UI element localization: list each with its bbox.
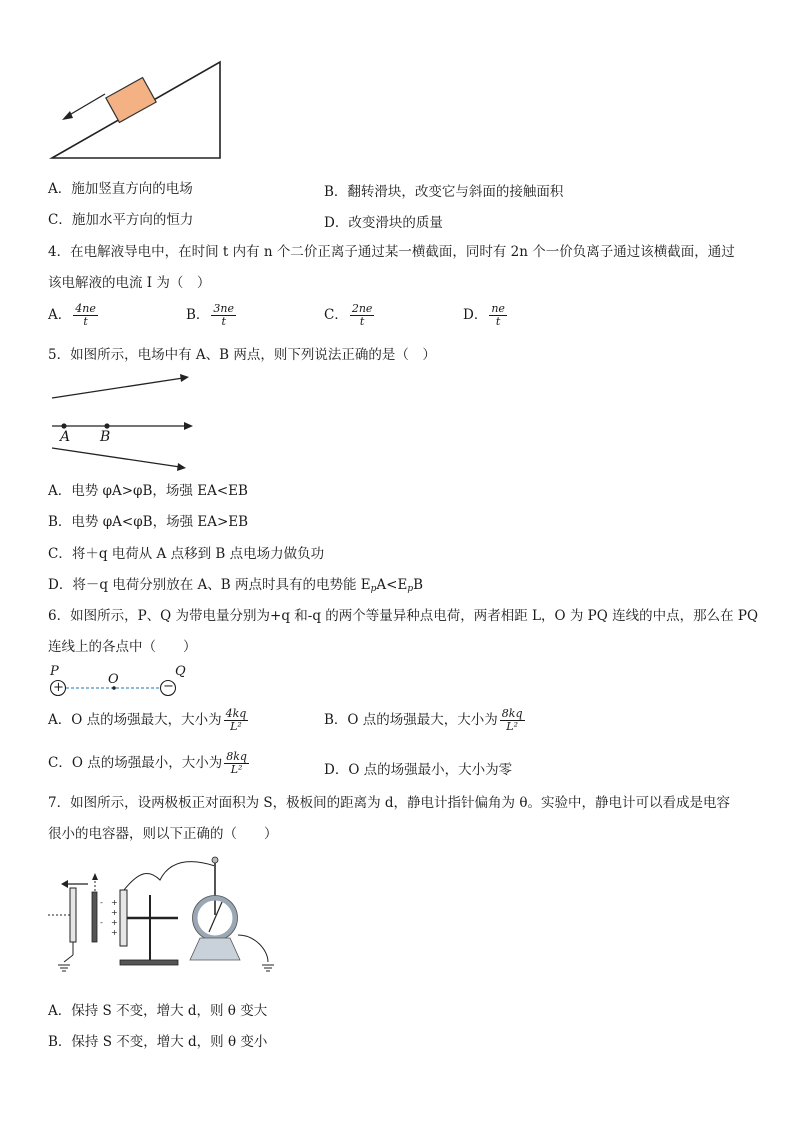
q3-option-c: C．施加水平方向的恒力 (48, 212, 194, 228)
q6-stem-line2: 连线上的各点中（ ） (48, 639, 197, 655)
right-ground-wire (238, 935, 268, 962)
charge-signs-3: + (111, 918, 118, 927)
q3-option-d: D．改变滑块的质量 (324, 215, 443, 231)
charge-signs: + (111, 898, 118, 907)
plate-dark (92, 892, 97, 942)
q4-option-b-num: 3ne (213, 302, 235, 315)
charge-signs-4: + (111, 928, 118, 937)
q4-option-d-den: t (495, 315, 501, 328)
charge-q-label: Q (175, 664, 186, 679)
q6-option-c-text: C．O 点的场强最小，大小为 (48, 755, 223, 771)
q5-option-a: A．电势 φA>φB，场强 EA<EB (48, 483, 248, 499)
q7-option-b: B．保持 S 不变，增大 d，则 θ 变小 (48, 1034, 268, 1050)
q7-stem-line2: 很小的电容器，则以下正确的（ ） (48, 826, 278, 842)
q6-option-b-num: 8kq (501, 707, 523, 720)
q4-option-a-label: A． (48, 307, 72, 323)
q4-stem-line2: 该电解液的电流 I 为（ ） (48, 275, 211, 291)
q4-option-d-num: ne (491, 302, 505, 315)
q6-option-a-num: 4kq (225, 707, 247, 720)
q4-option-d-label: D． (463, 307, 488, 323)
q5-option-d-end: B (413, 577, 424, 593)
q6-option-a-text: A．O 点的场强最大，大小为 (48, 712, 222, 728)
q5-option-d-prefix: D．将－q 电荷分别放在 A、B 两点时具有的电势能 E (48, 577, 371, 593)
right-plate (120, 890, 127, 946)
q7-option-a: A．保持 S 不变，增大 d，则 θ 变大 (48, 1003, 268, 1019)
q6-option-c-num: 8kq (226, 750, 247, 763)
point-b-label: B (100, 429, 111, 445)
neg-signs: - (100, 898, 103, 907)
q3-option-a: A．施加竖直方向的电场 (48, 181, 193, 197)
point-a-label: A (60, 429, 71, 445)
move-arrow-head (61, 880, 68, 888)
q4-option-a-den: t (83, 315, 88, 328)
q6-stem-line1: 6．如图所示，P、Q 为带电量分别为+q 和-q 的两个等量异种点电荷，两者相距 L，O 为 PQ 连线的中点，那么在 PQ (48, 608, 759, 624)
electroscope-base (190, 938, 240, 960)
q4-option-c-label: C． (324, 307, 348, 323)
q4-option-a-num: 4ne (75, 302, 96, 315)
q5-option-c: C．将＋q 电荷从 A 点移到 B 点电场力做负功 (48, 546, 325, 562)
up-arrow-head (92, 873, 98, 880)
q4-option-c-num: 2ne (351, 302, 373, 315)
q6-option-b-den: L² (506, 720, 518, 733)
q6-option-c-den: L² (230, 763, 243, 776)
left-plate (70, 888, 76, 942)
q6-option-b-text: B．O 点的场强最大，大小为 (324, 712, 498, 728)
q5-option-d-mid: A<E (376, 577, 408, 593)
electroscope-top (212, 857, 218, 863)
q4-option-c-den: t (359, 315, 365, 328)
stand-base (120, 960, 178, 965)
q4-stem-line1: 4．在电解液导电中，在时间 t 内有 n 个二价正离子通过某一横截面，同时有 2n 个一价负离子通过该横截面，通过 (48, 244, 735, 260)
q7-stem-line1: 7．如图所示，设两极板正对面积为 S，极板间的距离为 d，静电计指针偏角为 θ。实验中，静电计可以看成是电容 (48, 795, 730, 811)
q5-option-d-sub1: p (370, 584, 377, 594)
connect-wire (124, 862, 215, 890)
charge-p-label: P (50, 664, 59, 679)
q4-option-b-den: t (221, 315, 226, 328)
q6-option-d: D．O 点的场强最小，大小为零 (324, 762, 513, 778)
charge-signs-2: + (111, 908, 118, 917)
neg-signs-2: - (100, 918, 103, 927)
q5-stem: 5．如图所示，电场中有 A、B 两点，则下列说法正确的是（ ） (48, 347, 436, 363)
left-ground-wire2 (64, 955, 73, 962)
charge-q-sign: − (163, 679, 174, 694)
q4-option-b-label: B． (186, 307, 210, 323)
q6-option-a-den: L² (230, 720, 242, 733)
charge-p-sign: + (53, 680, 64, 695)
q5-option-d-sub2: p (407, 584, 414, 594)
q5-option-b: B．电势 φA<φB，场强 EA>EB (48, 514, 249, 530)
midpoint-o-label: O (108, 672, 119, 687)
q3-option-b: B．翻转滑块，改变它与斜面的接触面积 (324, 184, 564, 200)
